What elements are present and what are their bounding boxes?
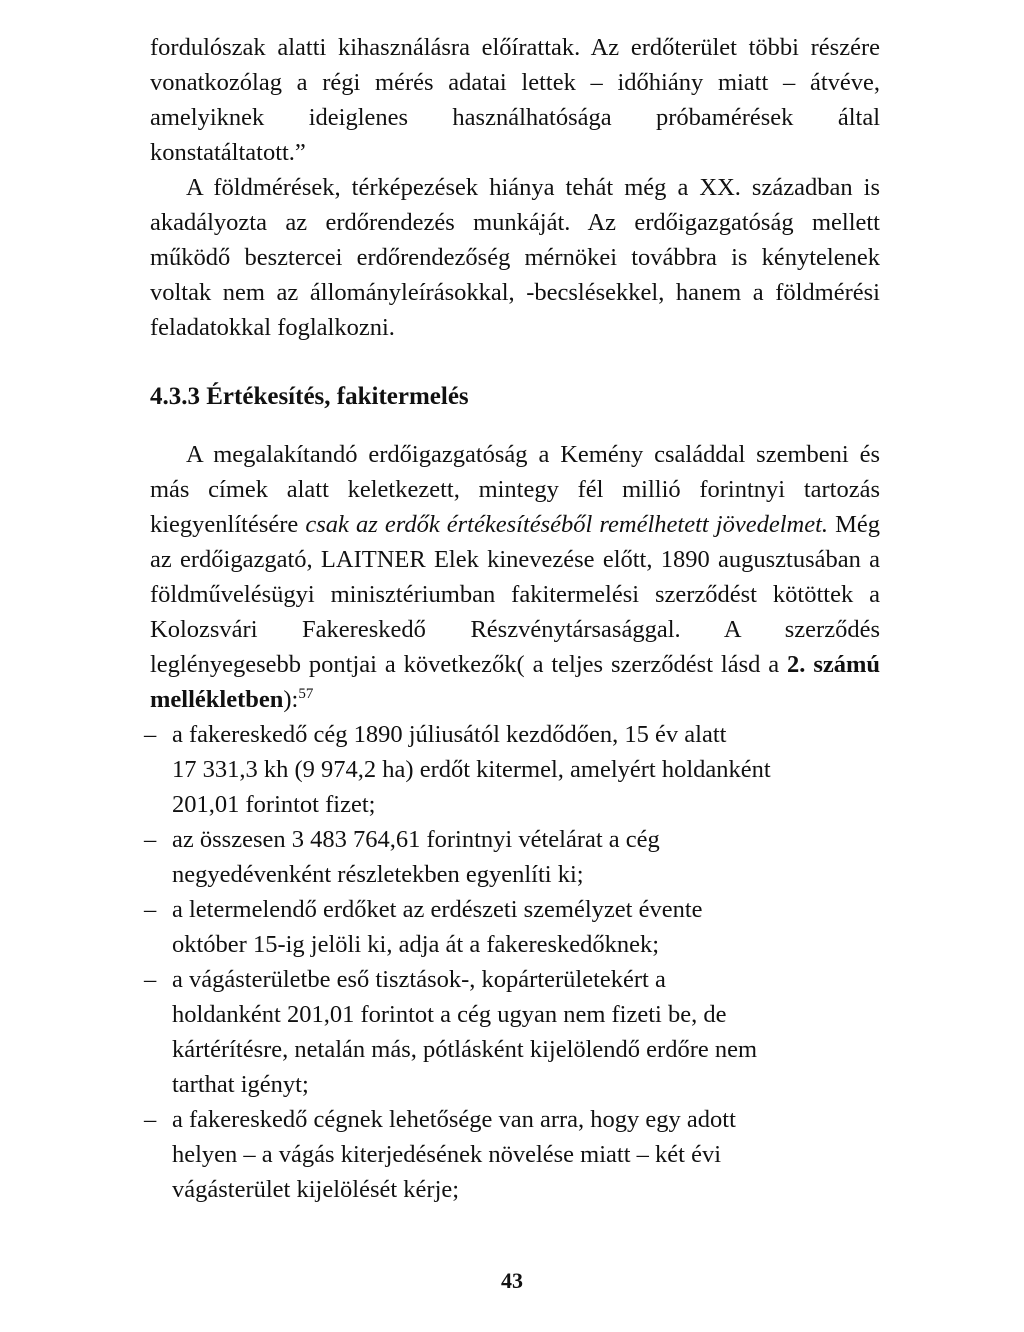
list-dash: – <box>144 896 157 923</box>
section-number: 4.3.3 <box>150 383 200 410</box>
list-line: 17 331,3 kh (9 974,2 ha) erdőt kitermel, amelyért holdanként <box>172 756 771 783</box>
list-item <box>144 1102 880 1207</box>
list-line: helyen – a vágás kiterjedésének növelése miatt – két évi <box>172 1141 722 1168</box>
list-line: 201,01 forintot fizet; <box>172 791 376 818</box>
list-line: a fakereskedő cégnek lehetősége van arra, hogy egy adott <box>172 1106 736 1133</box>
document-page <box>144 30 881 1207</box>
list-line: az összesen 3 483 764,61 forintnyi vételárat a cég <box>172 826 660 853</box>
list-item <box>144 822 880 892</box>
paragraph-sales <box>150 437 880 717</box>
list-line: tarthat igényt; <box>172 1071 309 1098</box>
list-line: negyedévenként részletekben egyenlíti ki; <box>172 861 584 888</box>
list-line: a letermelendő erdőket az erdészeti személyzet évente <box>172 896 703 923</box>
list-dash: – <box>144 966 157 993</box>
paragraph-continuation: fordulószak alatti kihasználásra előírattak. Az erdőterület többi részére vonatkozólag a régi mérés adatai lettek – időhiány miatt – átvéve, amelyiknek ideiglenes használhatósága próbamérések által konstatáltatott.” <box>150 34 880 166</box>
list-line: holdanként 201,01 forintot a cég ugyan nem fizeti be, de <box>172 1001 727 1028</box>
list-line: a vágásterületbe eső tisztások-, kopárterületekért a <box>172 966 666 993</box>
list-line: kártérítésre, netalán más, pótlásként kijelölendő erdőre nem <box>172 1036 758 1063</box>
list-item <box>144 892 880 962</box>
sales-tail-text: ): <box>283 686 299 713</box>
footnote-mark: 57 <box>298 685 314 702</box>
list-dash: – <box>144 826 157 853</box>
page-number: 43 <box>501 1268 523 1293</box>
sales-middle-text: Még az erdőigazgató, LAITNER Elek kinevezése előtt, 1890 augusztusában a földművelésügyi minisztériumban fakitermelési szerződést kötöttek a Kolozsvári Fakereskedő Részvénytársasággal. A szerződés leglényegesebb pontjai a következők( a teljes szerződést lásd a <box>150 511 881 678</box>
sales-italic-text: csak az erdők értékesítéséből remélhetett jövedelmet. <box>305 511 829 538</box>
list-line: október 15-ig jelöli ki, adja át a fakereskedőknek; <box>172 931 660 958</box>
list-line: a fakereskedő cég 1890 júliusától kezdődően, 15 év alatt <box>172 721 727 748</box>
appendix-ref-word: mellékletben <box>150 686 284 713</box>
appendix-ref-number: 2. számú <box>787 651 881 678</box>
sales-lead-text: A megalakítandó erdőigazgatóság a Kemény családdal szembeni és más címek alatt keletkezett, mintegy fél millió forintnyi tartozás kiegyenlítésére <box>150 441 880 538</box>
section-heading <box>150 379 880 415</box>
list-dash: – <box>144 1106 157 1133</box>
section-title: Értékesítés, fakitermelés <box>206 383 469 410</box>
list-item <box>144 962 880 1102</box>
list-item <box>144 717 880 822</box>
contract-points-list <box>144 717 880 1207</box>
paragraph-land-survey: A földmérések, térképezések hiánya tehát még a XX. században is akadályozta az erdőrendezés munkáját. Az erdőigazgatóság mellett működő besztercei erdőrendezőség mérnökei továbbra is kénytelenek voltak nem az állományleírásokkal, -becslésekkel, hanem a földmérési feladatokkal foglalkozni. <box>150 174 880 341</box>
list-line: vágásterület kijelölését kérje; <box>172 1176 460 1203</box>
list-dash: – <box>144 721 157 748</box>
